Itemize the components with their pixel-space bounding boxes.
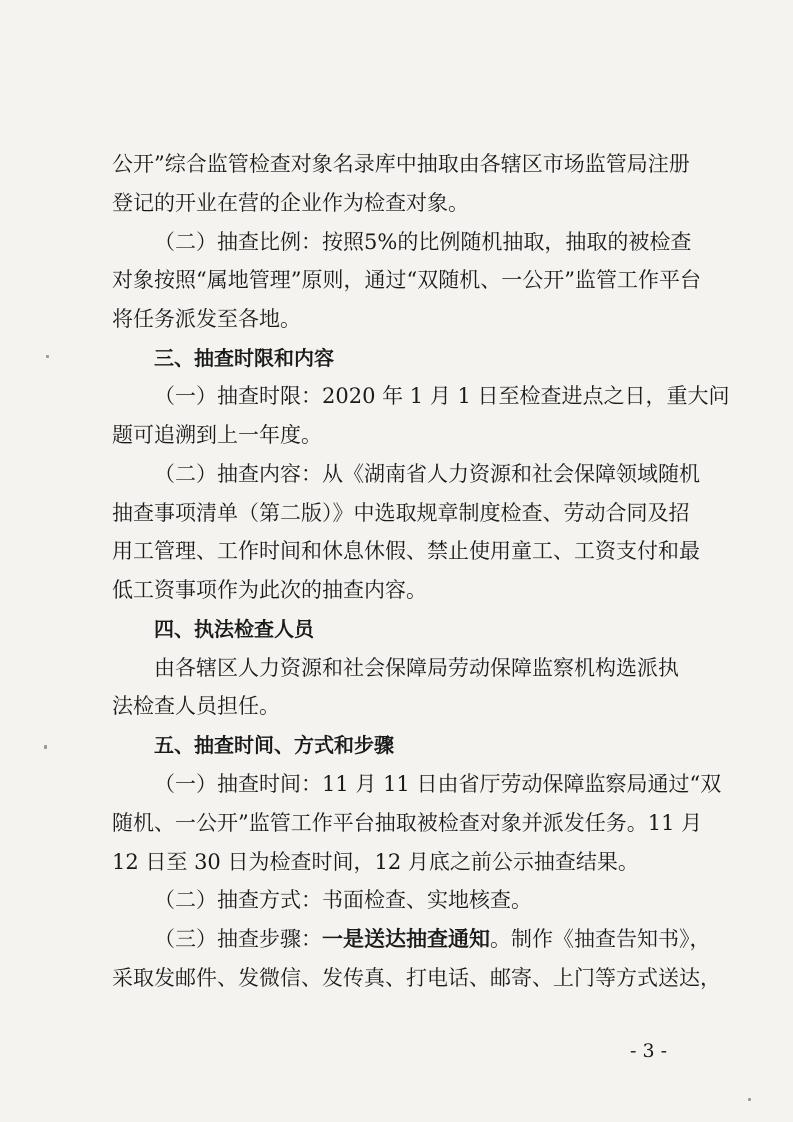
paragraph-line: 随机、一公开”监管工作平台抽取被检查对象并派发任务。11 月 — [112, 811, 703, 835]
paragraph-line: 题可追溯到上一年度。 — [112, 423, 322, 447]
paragraph-line: 低工资事项作为此次的抽查内容。 — [112, 578, 427, 602]
paragraph-line: 12 日至 30 日为检查时间，12 月底之前公示抽查结果。 — [112, 850, 639, 874]
section-heading: 五、抽查时间、方式和步骤 — [154, 733, 394, 757]
paragraph-line: （二）抽查内容：从《湖南省人力资源和社会保障领域随机 — [154, 462, 700, 486]
step-bold-text: 一是送达抽查通知 — [322, 926, 490, 951]
paragraph-line — [0, 924, 793, 954]
paragraph-line: 法检查人员担任。 — [112, 694, 280, 718]
paragraph-line: 登记的开业在营的企业作为检查对象。 — [112, 191, 469, 215]
section-heading: 三、抽查时限和内容 — [154, 346, 334, 370]
paragraph-line: （一）抽查时间：11 月 11 日由省厅劳动保障监察局通过“双 — [154, 772, 722, 796]
paragraph-line: 公开”综合监管检查对象名录库中抽取由各辖区市场监管局注册 — [112, 152, 690, 176]
paragraph-line: 抽查事项清单（第二版）》中选取规章制度检查、劳动合同及招 — [112, 501, 690, 525]
paragraph-line: 对象按照“属地管理”原则，通过“双随机、一公开”监管工作平台 — [112, 268, 701, 292]
page-number: - 3 - — [630, 1040, 668, 1062]
paragraph-line: 由各辖区人力资源和社会保障局劳动保障监察机构选派执 — [154, 656, 679, 680]
paragraph-line: （二）抽查比例：按照5%的比例随机抽取，抽取的被检查 — [154, 230, 692, 254]
scan-speck — [748, 1098, 751, 1101]
step-prefix: （三）抽查步骤： — [154, 927, 322, 951]
paragraph-line: （二）抽查方式：书面检查、实地核查。 — [154, 888, 532, 912]
paragraph-line: （一）抽查时限：2020 年 1 月 1 日至检查进点之日，重大问 — [154, 384, 730, 408]
paragraph-line: 采取发邮件、发微信、发传真、打电话、邮寄、上门等方式送达， — [112, 966, 721, 990]
scan-speck — [44, 745, 47, 749]
paragraph-line: 将任务派发至各地。 — [112, 307, 301, 331]
section-heading: 四、执法检查人员 — [154, 617, 314, 641]
step-suffix: 。制作《抽查告知书》， — [490, 927, 711, 951]
scan-speck — [46, 355, 49, 358]
paragraph-line: 用工管理、工作时间和休息休假、禁止使用童工、工资支付和最 — [112, 539, 700, 563]
